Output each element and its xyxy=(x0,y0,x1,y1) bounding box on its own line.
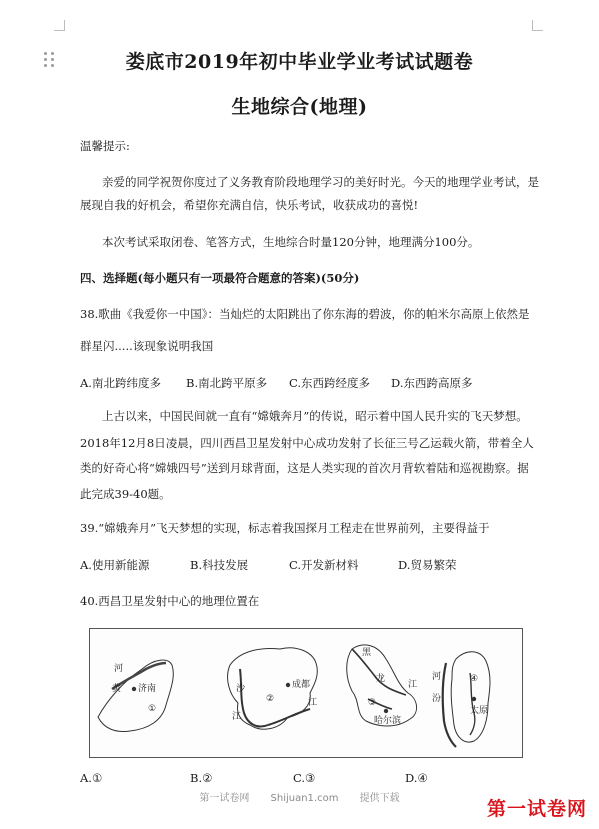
passage-line: 类的好奇心将“嫦娥四号”送到月球背面，这是人类实现的首次月背软着陆和巡视勘察。据 xyxy=(80,461,529,475)
map-label-hei: 黑 xyxy=(362,648,372,658)
chengdu-dot xyxy=(286,683,290,687)
province-map-figure xyxy=(89,628,523,758)
notice-exam-info: 本次考试采取闭卷、笔答方式，生地综合时量120分钟，地理满分100分。 xyxy=(102,235,480,249)
jinsha-river-line xyxy=(240,669,268,727)
map-label-sha: 沙 xyxy=(236,684,246,694)
q40-option-b[interactable]: B.② xyxy=(190,771,213,785)
map-label-number-1: ① xyxy=(148,704,157,714)
map-label-fen: 汾 xyxy=(432,694,442,704)
notice-paragraph-line: 亲爱的同学祝贺你度过了义务教育阶段地理学习的美好时光。今天的地理学业考试，是 xyxy=(102,175,539,189)
q39-option-b[interactable]: B.科技发展 xyxy=(190,558,249,572)
footer-site-name: 第一试卷网 xyxy=(199,793,250,804)
q39-stem: 39.“嫦娥奔月”飞天梦想的实现，标志着我国探月工程走在世界前列，主要得益于 xyxy=(80,521,490,535)
map-label-he: 河 xyxy=(114,664,124,674)
heilongjiang-outline xyxy=(347,645,417,726)
q38-option-c[interactable]: C.东西跨经度多 xyxy=(289,376,371,390)
yellow-river-west-line xyxy=(443,663,456,747)
map-label-he-shanxi: 河 xyxy=(432,672,442,682)
shanxi-outline xyxy=(451,652,490,742)
page-title: 娄底市2019年初中毕业学业考试试题卷 xyxy=(125,51,474,73)
passage-line: 2018年12月8日凌晨，四川西昌卫星发射中心成功发射了长征三号乙运载火箭，带着全人 xyxy=(80,436,534,450)
map-label-number-2: ② xyxy=(266,694,275,704)
map-label-chengdu: 成都 xyxy=(292,680,311,690)
map-label-jiang-west: 江 xyxy=(308,698,318,708)
heilongjiang-river-line xyxy=(352,649,406,695)
shandong-outline xyxy=(98,660,173,731)
page-corner-top-left xyxy=(54,20,65,31)
q40-stem: 40.西昌卫星发射中心的地理位置在 xyxy=(80,594,260,608)
notice-paragraph-line: 展现自我的好机会，希望你充满自信，快乐考试，收获成功的喜悦! xyxy=(80,198,419,212)
province-map-svg xyxy=(90,629,522,757)
q38-option-a[interactable]: A.南北跨纬度多 xyxy=(80,376,161,390)
jinan-dot xyxy=(132,687,136,691)
page-corner-top-right xyxy=(532,20,543,31)
q38-stem-cont: 群星闪.....该现象说明我国 xyxy=(80,339,214,353)
passage-line: 上古以来，中国民间就一直有“嫦娥奔月”的传说，昭示着中国人民升实的飞天梦想。 xyxy=(102,409,528,423)
map-label-long: 龙 xyxy=(376,674,386,684)
map-label-number-4: ④ xyxy=(470,674,479,684)
q39-option-a[interactable]: A.使用新能源 xyxy=(80,558,150,572)
map-label-huang: 黄 xyxy=(112,684,122,694)
haerbin-dot xyxy=(384,709,388,713)
notice-heading: 温馨提示: xyxy=(80,139,130,153)
yangtze-river-line xyxy=(268,709,310,725)
map-label-number-3: ③ xyxy=(368,698,377,708)
section-heading: 四、选择题(每小题只有一项最符合题意的答案)(50分) xyxy=(80,271,360,285)
map-label-jiang-north: 江 xyxy=(408,680,418,690)
map-label-jiang-east: 江 xyxy=(232,712,242,722)
q38-option-d[interactable]: D.东西跨高原多 xyxy=(391,376,473,390)
q40-option-c[interactable]: C.③ xyxy=(293,771,316,785)
q39-option-c[interactable]: C.开发新材料 xyxy=(289,558,359,572)
q40-option-d[interactable]: D.④ xyxy=(405,771,428,785)
taiyuan-dot xyxy=(472,697,476,701)
map-label-haerbin: 哈尔滨 xyxy=(374,716,402,726)
map-label-jinan: 济南 xyxy=(138,684,157,694)
footer-provide-download: 提供下载 xyxy=(359,793,400,804)
map-label-taiyuan: 太原 xyxy=(470,706,489,716)
q38-option-b[interactable]: B.南北跨平原多 xyxy=(186,376,268,390)
q40-option-a[interactable]: A.① xyxy=(80,771,103,785)
footer-site-url[interactable]: Shijuan1.com xyxy=(270,793,339,804)
q38-stem: 38.歌曲《我爱你一中国》：当灿烂的太阳跳出了你东海的碧波，你的帕米尔高原上依然是 xyxy=(80,307,530,321)
passage-line: 此完成39-40题。 xyxy=(80,487,171,501)
watermark-logo: 第一试卷网 xyxy=(486,798,587,820)
page-subtitle: 生地综合(地理) xyxy=(231,96,368,118)
q39-option-d[interactable]: D.贸易繁荣 xyxy=(398,558,457,572)
